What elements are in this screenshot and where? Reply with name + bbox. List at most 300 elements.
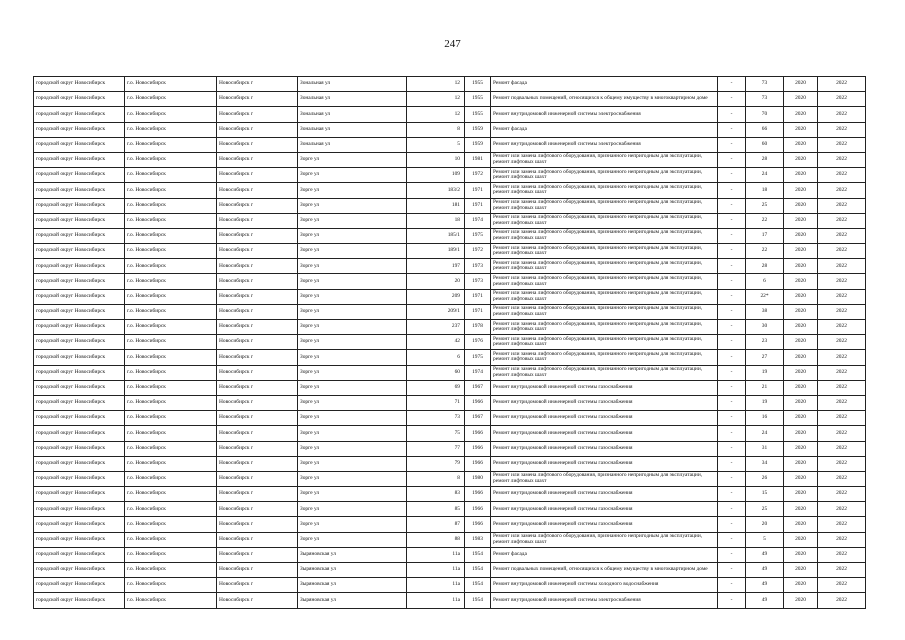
cell-work-type: Ремонт внутридомовой инженерной системы холодного водоснабжения [491,578,718,593]
cell-district: г.о. Новосибирск [125,350,217,365]
cell-street: Зорге ул [298,152,407,167]
cell-plan-end-year: 2022 [818,441,866,456]
cell-service-life: 28 [746,152,784,167]
cell-work-type: Ремонт внутридомовой инженерной системы газоснабжения [491,517,718,532]
cell-build-year: 1973 [465,274,491,289]
cell-municipality: городской округ Новосибирск [34,304,125,319]
cell-city: Новосибирск г [217,426,298,441]
cell-service-mark: - [718,411,746,426]
cell-service-mark: - [718,380,746,395]
cell-service-mark: - [718,365,746,380]
cell-work-type: Ремонт или замена лифтового оборудования, признанного непригодным для эксплуатации, ремонт лифтовых шахт [491,168,718,183]
cell-city: Новосибирск г [217,395,298,410]
cell-work-type: Ремонт подвальных помещений, относящихся к общему имуществу в многоквартирном доме [491,563,718,578]
cell-service-mark: - [718,532,746,547]
cell-municipality: городской округ Новосибирск [34,411,125,426]
table-row [34,487,866,502]
cell-plan-end-year: 2022 [818,107,866,122]
cell-plan-end-year: 2022 [818,244,866,259]
cell-service-mark: - [718,183,746,198]
cell-city: Новосибирск г [217,411,298,426]
cell-street: Зорге ул [298,426,407,441]
cell-build-year: 1966 [465,487,491,502]
table-row [34,456,866,471]
cell-street: Зорге ул [298,380,407,395]
cell-build-year: 1975 [465,350,491,365]
cell-service-mark: - [718,563,746,578]
cell-plan-start-year: 2020 [784,350,818,365]
cell-plan-start-year: 2020 [784,228,818,243]
cell-municipality: городской округ Новосибирск [34,517,125,532]
cell-work-type: Ремонт или замена лифтового оборудования, признанного непригодным для эксплуатации, ремонт лифтовых шахт [491,244,718,259]
cell-house-number: 11а [407,547,465,562]
cell-plan-end-year: 2022 [818,593,866,608]
cell-house-number: 71 [407,395,465,410]
cell-house-number: 83 [407,487,465,502]
table-row [34,92,866,107]
cell-plan-end-year: 2022 [818,547,866,562]
cell-plan-end-year: 2022 [818,122,866,137]
cell-work-type: Ремонт или замена лифтового оборудования, признанного непригодным для эксплуатации, ремонт лифтовых шахт [491,289,718,304]
cell-city: Новосибирск г [217,168,298,183]
cell-street: Зорге ул [298,289,407,304]
cell-district: г.о. Новосибирск [125,532,217,547]
cell-district: г.о. Новосибирск [125,517,217,532]
cell-service-life: 18 [746,183,784,198]
cell-service-life: 17 [746,228,784,243]
cell-house-number: 18 [407,213,465,228]
cell-service-life: 49 [746,547,784,562]
cell-municipality: городской округ Новосибирск [34,563,125,578]
cell-build-year: 1967 [465,411,491,426]
cell-district: г.о. Новосибирск [125,547,217,562]
cell-plan-end-year: 2022 [818,380,866,395]
cell-service-mark: - [718,350,746,365]
cell-street: Зорге ул [298,487,407,502]
cell-plan-start-year: 2020 [784,517,818,532]
cell-work-type: Ремонт или замена лифтового оборудования, признанного непригодным для эксплуатации, ремонт лифтовых шахт [491,532,718,547]
cell-plan-start-year: 2020 [784,274,818,289]
cell-build-year: 1976 [465,335,491,350]
cell-service-mark: - [718,168,746,183]
cell-house-number: 11а [407,563,465,578]
cell-district: г.о. Новосибирск [125,578,217,593]
cell-street: Зорге ул [298,228,407,243]
cell-street: Зорге ул [298,456,407,471]
table-row [34,547,866,562]
table-row [34,274,866,289]
cell-city: Новосибирск г [217,320,298,335]
cell-plan-start-year: 2020 [784,259,818,274]
cell-house-number: 181 [407,198,465,213]
cell-build-year: 1954 [465,547,491,562]
cell-service-mark: - [718,304,746,319]
cell-plan-end-year: 2022 [818,502,866,517]
cell-district: г.о. Новосибирск [125,335,217,350]
cell-work-type: Ремонт подвальных помещений, относящихся к общему имуществу в многоквартирном доме [491,92,718,107]
cell-work-type: Ремонт внутридомовой инженерной системы газоснабжения [491,411,718,426]
cell-build-year: 1959 [465,137,491,152]
cell-house-number: 11а [407,593,465,608]
cell-municipality: городской округ Новосибирск [34,168,125,183]
page-number: 247 [444,38,461,50]
cell-municipality: городской округ Новосибирск [34,107,125,122]
cell-work-type: Ремонт или замена лифтового оборудования, признанного непригодным для эксплуатации, ремонт лифтовых шахт [491,274,718,289]
cell-service-mark: - [718,593,746,608]
table-row [34,441,866,456]
cell-plan-end-year: 2022 [818,213,866,228]
cell-service-life: 30 [746,320,784,335]
cell-municipality: городской округ Новосибирск [34,380,125,395]
cell-build-year: 1954 [465,563,491,578]
cell-plan-end-year: 2022 [818,274,866,289]
cell-municipality: городской округ Новосибирск [34,365,125,380]
cell-service-life: 31 [746,441,784,456]
cell-municipality: городской округ Новосибирск [34,137,125,152]
cell-district: г.о. Новосибирск [125,198,217,213]
cell-street: Зыряновская ул [298,547,407,562]
cell-municipality: городской округ Новосибирск [34,471,125,486]
repair-plan-table [33,76,866,609]
cell-street: Зональная ул [298,122,407,137]
cell-work-type: Ремонт или замена лифтового оборудования, признанного непригодным для эксплуатации, ремонт лифтовых шахт [491,471,718,486]
cell-house-number: 237 [407,320,465,335]
cell-street: Зорге ул [298,532,407,547]
table-row [34,304,866,319]
cell-plan-end-year: 2022 [818,426,866,441]
cell-service-life: 19 [746,395,784,410]
cell-work-type: Ремонт или замена лифтового оборудования, признанного непригодным для эксплуатации, ремонт лифтовых шахт [491,198,718,213]
cell-plan-end-year: 2022 [818,471,866,486]
cell-service-life: 28 [746,259,784,274]
cell-service-life: 21 [746,380,784,395]
cell-work-type: Ремонт внутридомовой инженерной системы газоснабжения [491,395,718,410]
cell-work-type: Ремонт или замена лифтового оборудования, признанного непригодным для эксплуатации, ремонт лифтовых шахт [491,228,718,243]
cell-service-life: 25 [746,198,784,213]
cell-district: г.о. Новосибирск [125,92,217,107]
cell-plan-start-year: 2020 [784,471,818,486]
cell-municipality: городской округ Новосибирск [34,274,125,289]
cell-build-year: 1955 [465,107,491,122]
cell-city: Новосибирск г [217,456,298,471]
cell-district: г.о. Новосибирск [125,365,217,380]
cell-municipality: городской округ Новосибирск [34,259,125,274]
cell-house-number: 10 [407,152,465,167]
cell-district: г.о. Новосибирск [125,411,217,426]
cell-municipality: городской округ Новосибирск [34,578,125,593]
cell-municipality: городской округ Новосибирск [34,77,125,92]
cell-plan-start-year: 2020 [784,77,818,92]
table-row [34,198,866,213]
cell-plan-end-year: 2022 [818,320,866,335]
cell-street: Зорге ул [298,183,407,198]
cell-service-mark: - [718,259,746,274]
cell-municipality: городской округ Новосибирск [34,395,125,410]
cell-street: Зорге ул [298,365,407,380]
cell-plan-start-year: 2020 [784,426,818,441]
cell-city: Новосибирск г [217,441,298,456]
cell-service-mark: - [718,244,746,259]
cell-house-number: 69 [407,380,465,395]
cell-work-type: Ремонт внутридомовой инженерной системы газоснабжения [491,502,718,517]
cell-street: Зорге ул [298,213,407,228]
cell-city: Новосибирск г [217,77,298,92]
cell-work-type: Ремонт или замена лифтового оборудования, признанного непригодным для эксплуатации, ремонт лифтовых шахт [491,320,718,335]
cell-city: Новосибирск г [217,259,298,274]
cell-plan-start-year: 2020 [784,502,818,517]
cell-street: Зональная ул [298,77,407,92]
cell-municipality: городской округ Новосибирск [34,198,125,213]
cell-municipality: городской округ Новосибирск [34,244,125,259]
cell-service-life: 26 [746,471,784,486]
cell-district: г.о. Новосибирск [125,77,217,92]
cell-plan-start-year: 2020 [784,198,818,213]
table-row [34,77,866,92]
cell-city: Новосибирск г [217,335,298,350]
cell-street: Зональная ул [298,92,407,107]
cell-service-life: 60 [746,137,784,152]
cell-plan-start-year: 2020 [784,547,818,562]
cell-plan-start-year: 2020 [784,304,818,319]
cell-build-year: 1966 [465,395,491,410]
cell-city: Новосибирск г [217,244,298,259]
cell-street: Зорге ул [298,274,407,289]
cell-build-year: 1974 [465,365,491,380]
table-row [34,350,866,365]
cell-municipality: городской округ Новосибирск [34,335,125,350]
cell-district: г.о. Новосибирск [125,304,217,319]
cell-service-life: 24 [746,426,784,441]
cell-district: г.о. Новосибирск [125,107,217,122]
cell-build-year: 1971 [465,198,491,213]
cell-plan-end-year: 2022 [818,578,866,593]
cell-service-life: 22 [746,244,784,259]
cell-plan-end-year: 2022 [818,183,866,198]
cell-city: Новосибирск г [217,532,298,547]
cell-build-year: 1966 [465,502,491,517]
table-row [34,517,866,532]
cell-service-mark: - [718,92,746,107]
cell-street: Зорге ул [298,304,407,319]
cell-street: Зорге ул [298,517,407,532]
cell-plan-start-year: 2020 [784,593,818,608]
cell-work-type: Ремонт или замена лифтового оборудования, признанного непригодным для эксплуатации, ремонт лифтовых шахт [491,152,718,167]
cell-service-life: 49 [746,593,784,608]
cell-municipality: городской округ Новосибирск [34,183,125,198]
cell-house-number: 8 [407,122,465,137]
cell-municipality: городской округ Новосибирск [34,441,125,456]
cell-plan-end-year: 2022 [818,152,866,167]
cell-house-number: 5 [407,137,465,152]
cell-municipality: городской округ Новосибирск [34,547,125,562]
cell-service-mark: - [718,395,746,410]
cell-work-type: Ремонт или замена лифтового оборудования, признанного непригодным для эксплуатации, ремонт лифтовых шахт [491,259,718,274]
cell-municipality: городской округ Новосибирск [34,213,125,228]
cell-district: г.о. Новосибирск [125,274,217,289]
cell-work-type: Ремонт внутридомовой инженерной системы электроснабжения [491,137,718,152]
cell-service-life: 70 [746,107,784,122]
cell-house-number: 6 [407,350,465,365]
table-row [34,259,866,274]
cell-street: Зорге ул [298,320,407,335]
table-row [34,335,866,350]
cell-service-life: 49 [746,563,784,578]
cell-service-life: 66 [746,122,784,137]
cell-service-mark: - [718,107,746,122]
cell-house-number: 183/2 [407,183,465,198]
cell-service-life: 6 [746,274,784,289]
cell-work-type: Ремонт фасада [491,547,718,562]
table-row [34,578,866,593]
cell-service-life: 16 [746,411,784,426]
cell-service-life: 15 [746,487,784,502]
cell-district: г.о. Новосибирск [125,593,217,608]
cell-service-life: 20 [746,517,784,532]
cell-plan-start-year: 2020 [784,213,818,228]
cell-build-year: 1954 [465,578,491,593]
cell-work-type: Ремонт внутридомовой инженерной системы электроснабжения [491,107,718,122]
cell-build-year: 1966 [465,426,491,441]
cell-house-number: 73 [407,411,465,426]
cell-service-life: 27 [746,350,784,365]
cell-house-number: 77 [407,441,465,456]
table-row [34,426,866,441]
cell-street: Зыряновская ул [298,578,407,593]
cell-city: Новосибирск г [217,152,298,167]
cell-municipality: городской округ Новосибирск [34,289,125,304]
cell-house-number: 20 [407,274,465,289]
cell-municipality: городской округ Новосибирск [34,456,125,471]
cell-city: Новосибирск г [217,547,298,562]
cell-service-mark: - [718,426,746,441]
cell-municipality: городской округ Новосибирск [34,426,125,441]
cell-district: г.о. Новосибирск [125,563,217,578]
cell-city: Новосибирск г [217,517,298,532]
cell-build-year: 1971 [465,289,491,304]
cell-plan-end-year: 2022 [818,289,866,304]
cell-house-number: 88 [407,532,465,547]
cell-plan-end-year: 2022 [818,563,866,578]
cell-plan-start-year: 2020 [784,92,818,107]
table-row [34,365,866,380]
cell-service-mark: - [718,289,746,304]
cell-work-type: Ремонт внутридомовой инженерной системы электроснабжения [491,593,718,608]
cell-district: г.о. Новосибирск [125,137,217,152]
cell-plan-start-year: 2020 [784,411,818,426]
cell-plan-start-year: 2020 [784,578,818,593]
cell-service-mark: - [718,320,746,335]
cell-plan-end-year: 2022 [818,168,866,183]
cell-build-year: 1980 [465,471,491,486]
cell-city: Новосибирск г [217,122,298,137]
cell-build-year: 1972 [465,168,491,183]
cell-house-number: 79 [407,456,465,471]
cell-work-type: Ремонт или замена лифтового оборудования, признанного непригодным для эксплуатации, ремонт лифтовых шахт [491,350,718,365]
cell-build-year: 1959 [465,122,491,137]
table-row [34,593,866,608]
cell-service-mark: - [718,441,746,456]
cell-house-number: 42 [407,335,465,350]
cell-work-type: Ремонт или замена лифтового оборудования, признанного непригодным для эксплуатации, ремонт лифтовых шахт [491,213,718,228]
cell-plan-start-year: 2020 [784,168,818,183]
cell-service-life: 22* [746,289,784,304]
table-row [34,411,866,426]
cell-district: г.о. Новосибирск [125,228,217,243]
cell-city: Новосибирск г [217,304,298,319]
cell-plan-start-year: 2020 [784,532,818,547]
cell-house-number: 85 [407,502,465,517]
cell-service-mark: - [718,502,746,517]
cell-build-year: 1955 [465,77,491,92]
cell-house-number: 209 [407,289,465,304]
cell-city: Новосибирск г [217,502,298,517]
cell-district: г.о. Новосибирск [125,152,217,167]
cell-municipality: городской округ Новосибирск [34,593,125,608]
cell-service-life: 24 [746,168,784,183]
cell-build-year: 1975 [465,228,491,243]
cell-house-number: 109 [407,168,465,183]
cell-plan-end-year: 2022 [818,411,866,426]
table-row [34,289,866,304]
cell-plan-start-year: 2020 [784,456,818,471]
cell-district: г.о. Новосибирск [125,183,217,198]
cell-plan-start-year: 2020 [784,441,818,456]
table-row [34,228,866,243]
cell-house-number: 75 [407,426,465,441]
cell-district: г.о. Новосибирск [125,471,217,486]
cell-district: г.о. Новосибирск [125,395,217,410]
cell-plan-end-year: 2022 [818,304,866,319]
cell-plan-start-year: 2020 [784,137,818,152]
cell-city: Новосибирск г [217,350,298,365]
cell-service-mark: - [718,578,746,593]
cell-plan-start-year: 2020 [784,320,818,335]
cell-district: г.о. Новосибирск [125,380,217,395]
cell-city: Новосибирск г [217,228,298,243]
cell-municipality: городской округ Новосибирск [34,502,125,517]
cell-plan-start-year: 2020 [784,563,818,578]
cell-street: Зональная ул [298,137,407,152]
cell-service-life: 22 [746,213,784,228]
cell-plan-start-year: 2020 [784,487,818,502]
cell-street: Зорге ул [298,502,407,517]
cell-district: г.о. Новосибирск [125,426,217,441]
cell-service-mark: - [718,274,746,289]
table-row [34,137,866,152]
cell-plan-end-year: 2022 [818,487,866,502]
cell-district: г.о. Новосибирск [125,122,217,137]
cell-street: Зональная ул [298,107,407,122]
cell-service-mark: - [718,152,746,167]
cell-district: г.о. Новосибирск [125,320,217,335]
cell-service-life: 23 [746,335,784,350]
cell-build-year: 1971 [465,183,491,198]
cell-service-life: 73 [746,77,784,92]
cell-service-mark: - [718,335,746,350]
cell-district: г.о. Новосибирск [125,441,217,456]
cell-plan-end-year: 2022 [818,335,866,350]
table-row [34,152,866,167]
cell-work-type: Ремонт фасада [491,77,718,92]
cell-service-life: 25 [746,502,784,517]
cell-work-type: Ремонт или замена лифтового оборудования, признанного непригодным для эксплуатации, ремонт лифтовых шахт [491,365,718,380]
cell-plan-start-year: 2020 [784,107,818,122]
cell-service-life: 5 [746,532,784,547]
cell-plan-start-year: 2020 [784,122,818,137]
cell-district: г.о. Новосибирск [125,502,217,517]
cell-work-type: Ремонт или замена лифтового оборудования, признанного непригодным для эксплуатации, ремонт лифтовых шахт [491,335,718,350]
cell-street: Зорге ул [298,441,407,456]
